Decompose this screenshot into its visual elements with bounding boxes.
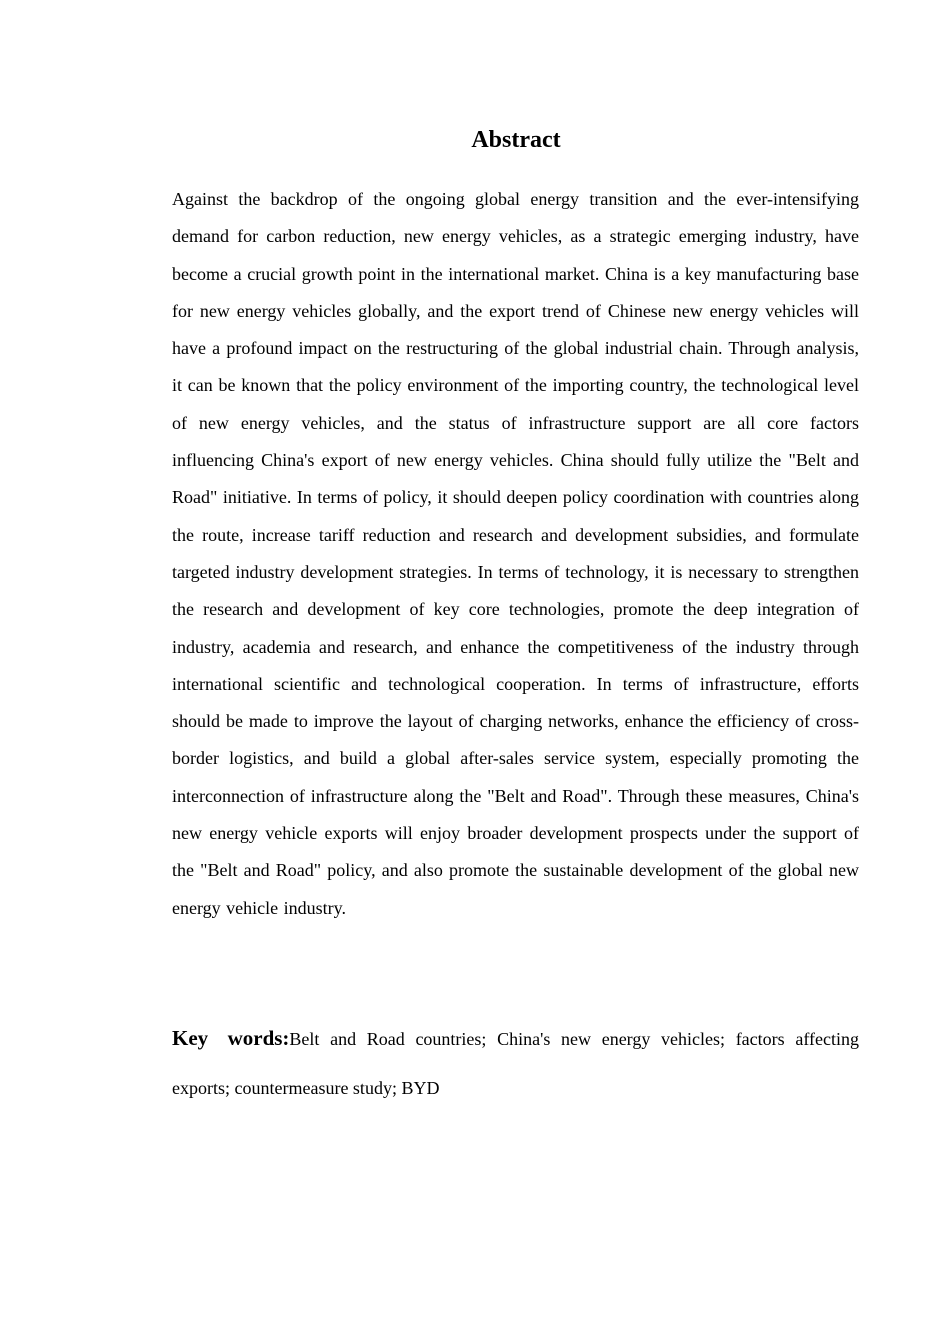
keywords-text: Belt and Road countries; China's new energy vehicles; factors affecting exports; countermeasure study; BYD	[172, 1029, 859, 1098]
abstract-title: Abstract	[471, 127, 561, 153]
abstract-body: Against the backdrop of the ongoing global energy transition and the ever-intensifying demand for carbon reduction, new energy vehicles, as a strategic emerging industry, have become a crucial growth point in the international market. China is a key manufacturing base for new energy vehicles globally, and the export trend of Chinese new energy vehicles will have a profound impact on the restructuring of the global industrial chain. Through analysis, it can be known that the policy environment of the importing country, the technological level of new energy vehicles, and the status of infrastructure support are all core factors influencing China's export of new energy vehicles. China should fully utilize the "Belt and Road" initiative. In terms of policy, it should deepen policy coordination with countries along the route, increase tariff reduction and research and development subsidies, and formulate targeted industry development strategies. In terms of technology, it is necessary to strengthen the research and development of key core technologies, promote the deep integration of industry, academia and research, and enhance the competitiveness of the industry through international scientific and technological cooperation. In terms of infrastructure, efforts should be made to improve the layout of charging networks, enhance the efficiency of cross-border logistics, and build a global after-sales service system, especially promoting the interconnection of infrastructure along the "Belt and Road". Through these measures, China's new energy vehicle exports will enjoy broader development prospects under the support of the "Belt and Road" policy, and also promote the sustainable development of the global new energy vehicle industry.	[172, 189, 859, 918]
keywords-label: Key words:	[172, 1026, 290, 1050]
keywords-paragraph	[172, 1014, 859, 1113]
